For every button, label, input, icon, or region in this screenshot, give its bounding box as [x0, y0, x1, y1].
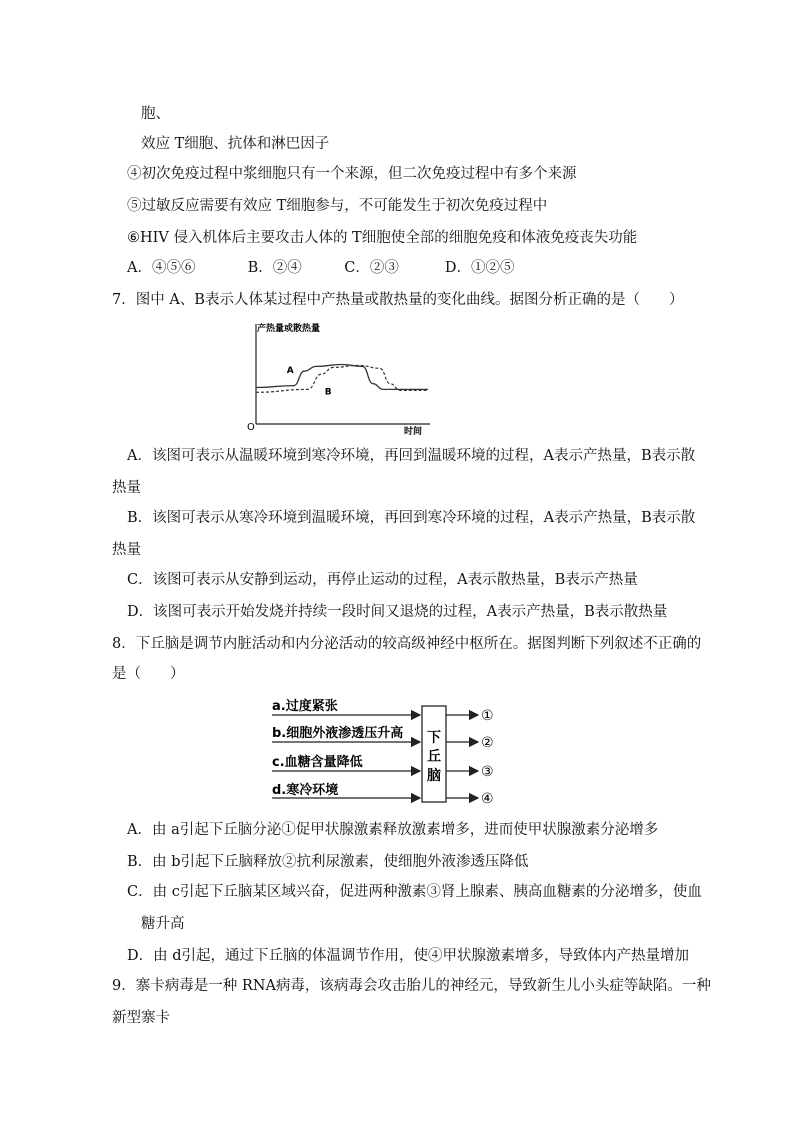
q6-option-a: A．④⑤⑥	[127, 260, 196, 276]
output-2-label: ②	[481, 735, 494, 751]
hypothalamus-diagram	[266, 694, 506, 808]
output-4-label: ④	[481, 791, 494, 807]
q8-option-b: B．由 b引起下丘脑释放②抗利尿激素，使细胞外液渗透压降低	[127, 854, 529, 870]
q9-stem-cont: 新型寨卡	[112, 1010, 170, 1026]
q8-stem-cont: 是（ ）	[112, 666, 185, 682]
input-b-label: b.细胞外液渗透压升高	[272, 726, 404, 741]
q7-option-d: D．该图可表示开始发烧并持续一段时间又退烧的过程，A表示产热量，B表示散热量	[127, 604, 668, 620]
series-a-label: A	[286, 366, 294, 377]
hypothalamus-char-3: 脑	[427, 768, 441, 784]
q7-option-c: C．该图可表示从安静到运动，再停止运动的过程，A表示散热量，B表示产热量	[127, 572, 638, 588]
q6-statement-6: ⑥HIV 侵入机体后主要攻击人体的 T细胞使全部的细胞免疫和体液免疫丧失功能	[127, 230, 638, 246]
q7-stem: 7．图中 A、B表示人体某过程中产热量或散热量的变化曲线。据图分析正确的是（ ）	[112, 292, 684, 308]
q6-statement-4: ④初次免疫过程中浆细胞只有一个来源，但二次免疫过程中有多个来源	[127, 166, 577, 182]
hypothalamus-char-1: 下	[427, 730, 441, 746]
input-a-label: a.过度紧张	[272, 699, 338, 714]
hypothalamus-char-2: 丘	[427, 749, 441, 765]
q7-option-b: B．该图可表示从寒冷环境到温暖环境，再回到寒冷环境的过程，A表示产热量，B表示散	[127, 510, 696, 526]
q8-option-c-cont: 糖升高	[141, 916, 185, 932]
q6-line-2: 效应 T细胞、抗体和淋巴因子	[141, 136, 330, 152]
series-b-line	[256, 365, 428, 392]
series-a-line	[256, 365, 428, 390]
q6-option-b: B．②④	[247, 260, 302, 276]
input-d-label: d.寒冷环境	[272, 783, 339, 798]
heat-curve-chart	[240, 318, 440, 438]
q8-option-c: C．由 c引起下丘脑某区域兴奋，促进两种激素③肾上腺素、胰高血糖素的分泌增多，使血	[127, 884, 702, 900]
origin-label: O	[247, 422, 255, 433]
q7-option-a: A．该图可表示从温暖环境到寒冷环境，再回到温暖环境的过程，A表示产热量，B表示散	[127, 448, 696, 464]
q7-option-b-cont: 热量	[112, 542, 141, 558]
output-1-label: ①	[481, 708, 494, 724]
q8-stem: 8．下丘脑是调节内脏活动和内分泌活动的较高级神经中枢所在。据图判断下列叙述不正确的	[112, 636, 702, 652]
x-axis-label: 时间	[404, 427, 423, 437]
q6-statement-5: ⑤过敏反应需要有效应 T细胞参与，不可能发生于初次免疫过程中	[127, 198, 548, 214]
y-axis-label: 产热量或散热量	[257, 324, 321, 334]
output-3-label: ③	[481, 764, 494, 780]
q6-line-1: 胞、	[141, 106, 170, 122]
q8-option-a: A．由 a引起下丘脑分泌①促甲状腺激素释放激素增多，进而使甲状腺激素分泌增多	[127, 822, 659, 838]
q7-option-a-cont: 热量	[112, 480, 141, 496]
q6-option-c: C．②③	[344, 260, 399, 276]
q8-option-d: D．由 d引起，通过下丘脑的体温调节作用，使④甲状腺激素增多，导致体内产热量增加	[127, 948, 690, 964]
input-c-label: c.血糖含量降低	[272, 755, 363, 770]
q6-options	[127, 258, 514, 278]
q9-stem: 9．寨卡病毒是一种 RNA病毒，该病毒会攻击胎儿的神经元，导致新生儿小头症等缺陷。一种	[112, 978, 711, 994]
q6-option-d: D．①②⑤	[444, 260, 515, 276]
series-b-label: B	[324, 387, 332, 398]
